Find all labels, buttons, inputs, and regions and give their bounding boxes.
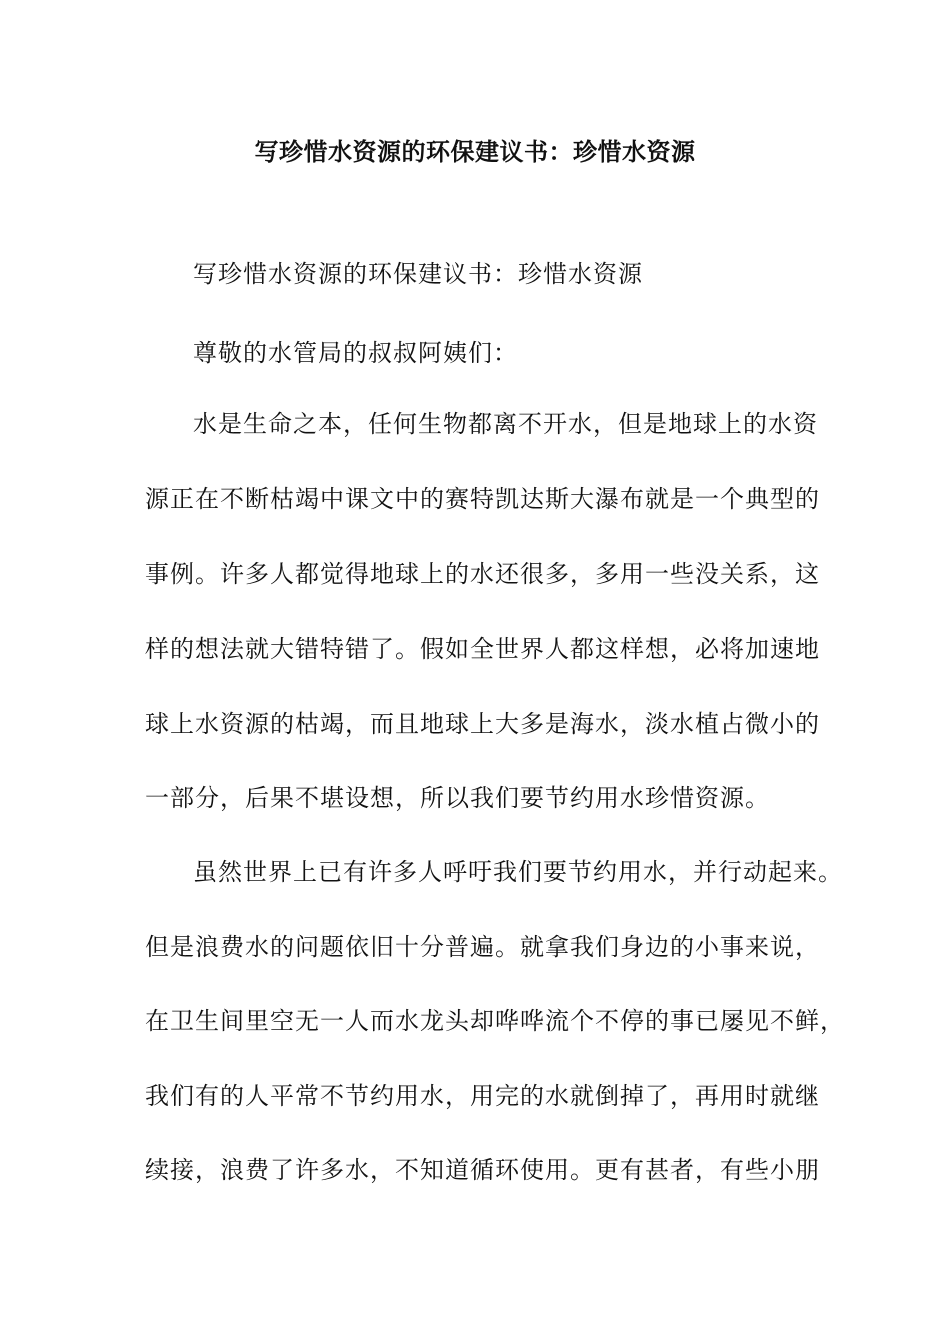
body-text-line: 一部分，后果不堪设想，所以我们要节约用水珍惜资源。 <box>145 784 770 812</box>
body-text-line: 我们有的人平常不节约用水，用完的水就倒掉了，再用时就继 <box>145 1082 820 1110</box>
body-text-line: 但是浪费水的问题依旧十分普遍。就拿我们身边的小事来说， <box>145 933 820 961</box>
body-text-line: 源正在不断枯竭中课文中的赛特凯达斯大瀑布就是一个典型的 <box>145 485 820 513</box>
paragraph-heading-line: 写珍惜水资源的环保建议书：珍惜水资源 <box>193 260 643 288</box>
body-text-line: 事例。许多人都觉得地球上的水还很多，多用一些没关系，这 <box>145 560 820 588</box>
body-text-line: 虽然世界上已有许多人呼吁我们要节约用水，并行动起来。 <box>193 858 843 886</box>
document-title: 写珍惜水资源的环保建议书：珍惜水资源 <box>254 137 696 166</box>
body-text-line: 在卫生间里空无一人而水龙头却哗哗流个不停的事已屡见不鲜， <box>145 1007 845 1035</box>
body-text-line: 球上水资源的枯竭，而且地球上大多是海水，淡水植占微小的 <box>145 710 820 738</box>
body-text-line: 水是生命之本，任何生物都离不开水，但是地球上的水资 <box>193 410 818 438</box>
body-text-line: 续接，浪费了许多水，不知道循环使用。更有甚者，有些小朋 <box>145 1156 820 1184</box>
salutation-line: 尊敬的水管局的叔叔阿姨们： <box>193 339 518 367</box>
body-text-line: 样的想法就大错特错了。假如全世界人都这样想，必将加速地 <box>145 635 820 663</box>
